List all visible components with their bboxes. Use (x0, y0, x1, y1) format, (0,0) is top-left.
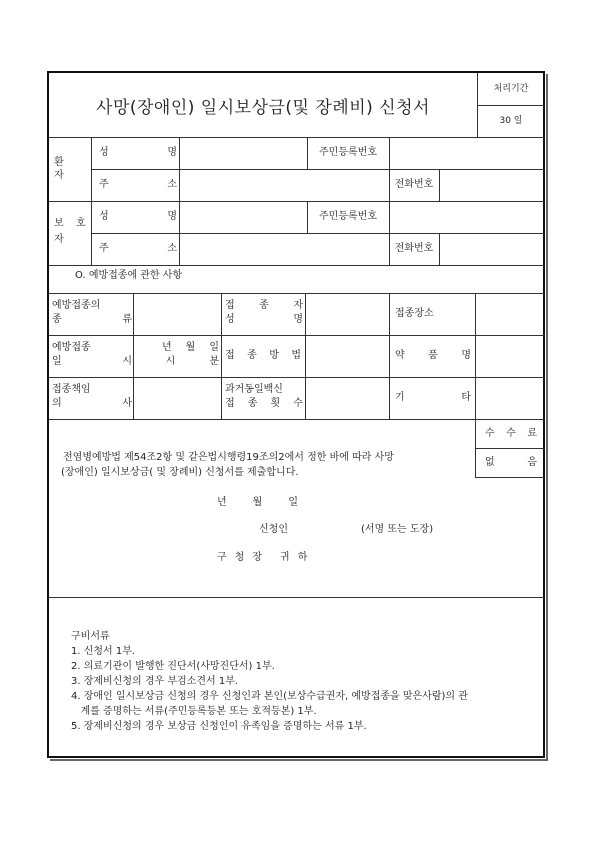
application-date[interactable]: 년 월 일 (217, 497, 299, 508)
vaccine-type-field[interactable] (134, 294, 220, 334)
required-documents (71, 629, 541, 734)
document-item: 계를 증명하는 서류(주민등록등본 또는 호적등본) 1부. (71, 706, 317, 717)
guardian-phone-label: 전화번호 (394, 243, 434, 255)
document-item: 1. 신청서 1부. (71, 646, 136, 657)
patient-address-field[interactable] (180, 169, 389, 201)
vaccination-method-field[interactable] (306, 336, 388, 376)
document-item: 5. 장제비신청의 경우 보상금 신청인이 유족임을 증명하는 서류 1부. (71, 721, 367, 732)
vaccine-type-label: 예방접종의 종 류 (52, 300, 132, 325)
patient-name-field[interactable] (180, 137, 307, 169)
applicant-label: 신청인 (259, 524, 288, 535)
guardian-rrn-label: 주민등록번호 (319, 211, 377, 223)
prior-dose-count-field[interactable] (306, 378, 388, 418)
guardian-section-label: 보 호 자 (54, 218, 86, 245)
guardian-address-field[interactable] (180, 233, 389, 265)
guardian-rrn-field[interactable] (390, 201, 545, 233)
statement-line-1: 전염병예방법 제54조2항 및 같은법시행령19조의2에서 정한 바에 따라 사망 (63, 452, 394, 463)
vaccination-date-label: 예방접종 일 시 (52, 342, 132, 367)
guardian-phone-field[interactable] (440, 233, 545, 265)
fee-label: 수 수 료 (485, 427, 537, 439)
signature-label: (서명 또는 도장) (361, 524, 434, 535)
vaccination-heading: O. 예방접종에 관한 사항 (75, 270, 183, 281)
guardian-address-label: 주 소 (99, 243, 177, 255)
vaccination-date-field[interactable]: 년 월 일 시 분 (161, 342, 219, 367)
vaccinee-name-label: 접 종 자 성 명 (225, 300, 303, 325)
drug-name-label: 약 품 명 (395, 350, 471, 362)
document-item: 4. 장애인 일시보상금 신청의 경우 신청인과 본인(보상수급권자, 예방접종을 맞은사람)의 관 (71, 691, 468, 702)
document-item: 3. 장제비신청의 경우 부검소견서 1부. (71, 676, 239, 687)
patient-address-label: 주 소 (99, 179, 177, 191)
processing-period-label: 처리기간 (493, 83, 529, 94)
application-form (47, 71, 545, 758)
document-item: 2. 의료기관이 발행한 진단서(사망진단서) 1부. (71, 661, 275, 672)
guardian-name-field[interactable] (180, 201, 307, 233)
vaccination-place-label: 접종장소 (395, 308, 434, 320)
form-title: 사망(장애인) 일시보상금(및 장례비) 신청서 (96, 97, 430, 118)
fee-value: 없 음 (485, 456, 537, 468)
other-label: 기 타 (395, 392, 471, 404)
prior-dose-count-label: 과거동일백신 접 종 횟 수 (225, 384, 303, 409)
patient-rrn-field[interactable] (390, 137, 545, 169)
other-field[interactable] (476, 378, 545, 418)
drug-name-field[interactable] (476, 336, 545, 376)
vaccinee-name-field[interactable] (306, 294, 388, 334)
recipient-line: 구 청 장 귀 하 (217, 552, 308, 563)
patient-section-label: 환 자 (54, 156, 64, 181)
guardian-name-label: 성 명 (99, 211, 177, 223)
patient-rrn-label: 주민등록번호 (319, 147, 377, 159)
required-documents-heading: 구비서류 (71, 631, 110, 642)
responsible-doctor-label: 접종책임 의 사 (52, 384, 132, 409)
responsible-doctor-field[interactable] (134, 378, 220, 418)
statement-line-2: (장애인) 일시보상금( 및 장례비) 신청서를 제출합니다. (61, 467, 299, 478)
patient-name-label: 성 명 (99, 147, 177, 159)
vaccination-place-field[interactable] (476, 294, 545, 334)
patient-phone-label: 전화번호 (394, 179, 434, 191)
processing-period-value: 30 일 (499, 115, 523, 126)
vaccination-method-label: 접 종 방 법 (225, 350, 301, 362)
patient-phone-field[interactable] (440, 169, 545, 201)
